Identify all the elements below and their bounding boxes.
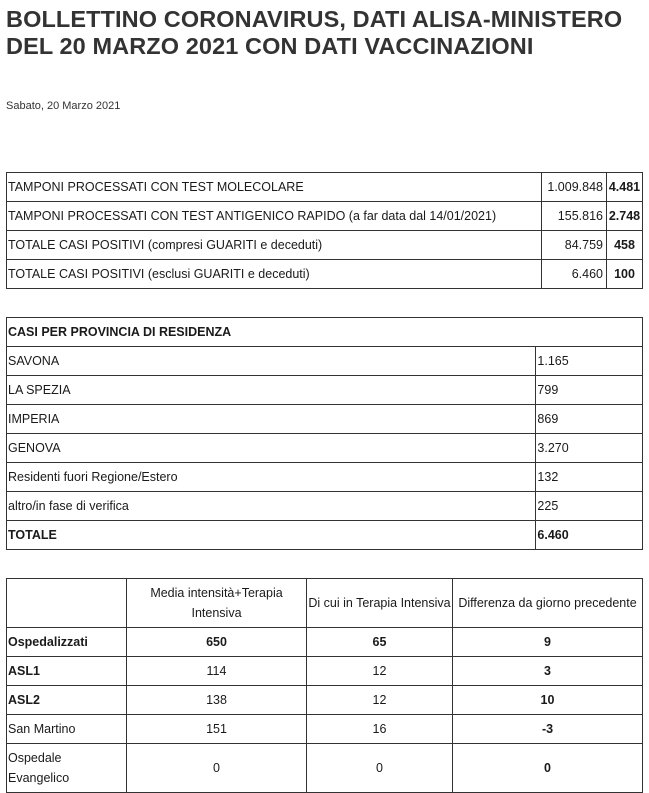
province-label: SAVONA — [7, 347, 536, 376]
cell-terapia: 12 — [307, 686, 453, 715]
row-new: 2.748 — [606, 202, 642, 231]
row-label: TOTALE CASI POSITIVI (compresi GUARITI e deceduti) — [7, 231, 542, 260]
table-row — [7, 463, 643, 492]
column-header — [7, 579, 127, 628]
page-title: BOLLETTINO CORONAVIRUS, DATI ALISA-MINISTERO DEL 20 MARZO 2021 CON DATI VACCINAZIONI — [6, 6, 623, 59]
cell-diff: 10 — [453, 686, 643, 715]
table-row — [7, 202, 643, 231]
table-row — [7, 492, 643, 521]
cell-terapia: 16 — [307, 715, 453, 744]
table-row — [7, 231, 643, 260]
table-row — [7, 173, 643, 202]
table-row — [7, 715, 643, 744]
row-label: San Martino — [7, 715, 127, 744]
row-new: 4.481 — [606, 173, 642, 202]
province-label: IMPERIA — [7, 405, 536, 434]
cell-diff: 9 — [453, 628, 643, 657]
cell-media: 0 — [127, 744, 307, 793]
cell-diff: -3 — [453, 715, 643, 744]
row-total: 1.009.848 — [542, 173, 607, 202]
province-value: 869 — [536, 405, 643, 434]
row-label: TOTALE CASI POSITIVI (esclusi GUARITI e deceduti) — [7, 260, 542, 289]
province-value: 1.165 — [536, 347, 643, 376]
cell-terapia: 12 — [307, 657, 453, 686]
total-value: 6.460 — [536, 521, 643, 550]
row-label: ASL2 — [7, 686, 127, 715]
total-label: TOTALE — [7, 521, 536, 550]
cell-media: 151 — [127, 715, 307, 744]
row-label: Ospedalizzati — [7, 628, 127, 657]
province-value: 225 — [536, 492, 643, 521]
table-row — [7, 744, 643, 793]
table-row — [7, 347, 643, 376]
row-new: 100 — [606, 260, 642, 289]
province-label: GENOVA — [7, 434, 536, 463]
publish-date: Sabato, 20 Marzo 2021 — [6, 100, 121, 112]
table-row — [7, 628, 643, 657]
row-total: 155.816 — [542, 202, 607, 231]
row-total: 6.460 — [542, 260, 607, 289]
table-row — [7, 260, 643, 289]
province-label: LA SPEZIA — [7, 376, 536, 405]
column-header: Media intensità+Terapia Intensiva — [127, 579, 307, 628]
province-value: 799 — [536, 376, 643, 405]
table-total-row — [7, 521, 643, 550]
province-label: altro/in fase di verifica — [7, 492, 536, 521]
column-header: Di cui in Terapia Intensiva — [307, 579, 453, 628]
row-new: 458 — [606, 231, 642, 260]
row-label: Ospedale Evangelico — [7, 744, 127, 793]
cell-media: 138 — [127, 686, 307, 715]
province-table — [6, 317, 643, 550]
cell-media: 114 — [127, 657, 307, 686]
cell-diff: 3 — [453, 657, 643, 686]
hospital-table — [6, 578, 643, 793]
table-header-row — [7, 579, 643, 628]
row-total: 84.759 — [542, 231, 607, 260]
table-row — [7, 434, 643, 463]
province-label: Residenti fuori Regione/Estero — [7, 463, 536, 492]
tamponi-table — [6, 172, 643, 289]
table-row — [7, 686, 643, 715]
column-header: Differenza da giorno precedente — [453, 579, 643, 628]
cell-diff: 0 — [453, 744, 643, 793]
cell-media: 650 — [127, 628, 307, 657]
province-value: 132 — [536, 463, 643, 492]
row-label: ASL1 — [7, 657, 127, 686]
cell-terapia: 0 — [307, 744, 453, 793]
row-label: TAMPONI PROCESSATI CON TEST MOLECOLARE — [7, 173, 542, 202]
cell-terapia: 65 — [307, 628, 453, 657]
table-row — [7, 657, 643, 686]
table-header: CASI PER PROVINCIA DI RESIDENZA — [7, 318, 643, 347]
table-row — [7, 405, 643, 434]
table-header-row — [7, 318, 643, 347]
province-value: 3.270 — [536, 434, 643, 463]
row-label: TAMPONI PROCESSATI CON TEST ANTIGENICO RAPIDO (a far data dal 14/01/2021) — [7, 202, 542, 231]
table-row — [7, 376, 643, 405]
